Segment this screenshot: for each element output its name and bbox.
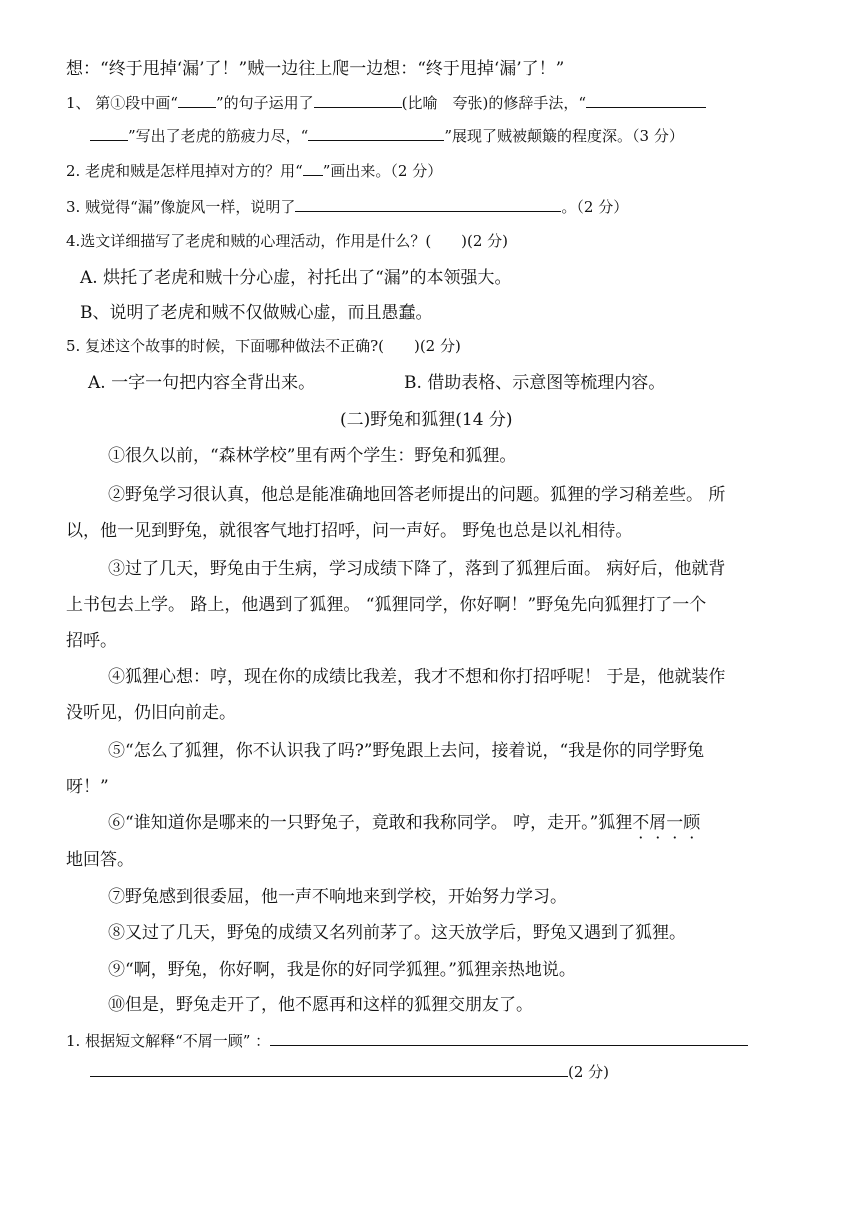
question-3	[66, 196, 628, 217]
paragraph-3-line: 上书包去上学。 路上，他遇到了狐狸。 “狐狸同学，你好啊！”野兔先向狐狸打了一个	[66, 595, 707, 615]
option-a[interactable]: A. 一字一句把内容全背出来。	[88, 373, 316, 393]
section-title: (二)野兔和狐狸(14 分)	[340, 410, 513, 430]
question-4: 4.选文详细描写了老虎和贼的心理活动，作用是什么？( )(2 分)	[66, 232, 509, 250]
answer-blank[interactable]	[314, 92, 402, 108]
answer-blank[interactable]	[90, 1061, 568, 1077]
text-line: 想：“终于甩掉‘漏’了！”贼一边往上爬一边想：“终于甩掉‘漏’了！”	[66, 59, 565, 79]
question-text: 2. 老虎和贼是怎样甩掉对方的？用“	[66, 162, 303, 180]
paragraph-6-line	[108, 808, 700, 833]
paragraph-4-line: 没听见，仍旧向前走。	[66, 703, 236, 723]
paragraph-5-line: ⑤“怎么了狐狸，你不认识我了吗?”野兔跟上去问，接着说，“我是你的同学野兔	[108, 741, 705, 761]
paragraph-2-line: 以，他一见到野兔，就很客气地打招呼，问一声好。 野兔也总是以礼相待。	[66, 521, 633, 541]
option-a[interactable]: A. 烘托了老虎和贼十分心虚，衬托出了“漏”的本领强大。	[80, 268, 512, 288]
question-1	[66, 92, 706, 113]
paragraph-text: ⑥“谁知道你是哪来的一只野兔子，竟敢和我称同学。 哼，走开。”狐狸	[108, 813, 633, 833]
option-b[interactable]: B. 借助表格、示意图等梳理内容。	[404, 373, 666, 393]
answer-blank[interactable]	[586, 92, 706, 108]
paragraph-9: ⑨“啊，野兔，你好啊，我是你的好同学狐狸。”狐狸亲热地说。	[108, 960, 576, 980]
question-text: (比喻 夸张)的修辞手法，“	[401, 94, 587, 112]
paragraph-3-line: ③过了几天，野兔由于生病，学习成绩下降了，落到了狐狸后面。 病好后，他就背	[108, 559, 726, 579]
option-b[interactable]: B、说明了老虎和贼不仅做贼心虚，而且愚蠢。	[80, 303, 433, 323]
paragraph-7: ⑦野兔感到很委屈，他一声不响地来到学校，开始努力学习。	[108, 887, 567, 907]
paragraph-1: ①很久以前，“森林学校”里有两个学生：野兔和狐狸。	[108, 446, 517, 466]
question-5: 5. 复述这个故事的时候，下面哪种做法不正确?( )(2 分)	[66, 337, 461, 355]
question-text: 。（2 分）	[561, 198, 629, 216]
paragraph-5-line: 呀！”	[66, 777, 109, 797]
paragraph-6-line: 地回答。	[66, 850, 134, 870]
answer-blank[interactable]	[303, 160, 323, 176]
emphasis-char: 一	[666, 813, 684, 833]
emphasis-char: 屑	[649, 813, 667, 833]
score-label: (2 分)	[568, 1063, 610, 1081]
paragraph-2-line: ②野兔学习很认真，他总是能准确地回答老师提出的问题。狐狸的学习稍差些。 所	[108, 485, 726, 505]
answer-blank[interactable]	[270, 1030, 748, 1046]
question-2	[66, 160, 442, 181]
question-text: 1. 根据短文解释“不屑一顾” ：	[66, 1032, 271, 1050]
emphasis-char: 顾	[683, 813, 701, 833]
paragraph-10: ⑩但是，野兔走开了，他不愿再和这样的狐狸交朋友了。	[108, 995, 533, 1015]
question-text: ”写出了老虎的筋疲力尽，“	[128, 127, 309, 145]
exercise-1	[66, 1030, 748, 1051]
question-text: ”展现了贼被颠簸的程度深。（3 分）	[444, 127, 684, 145]
question-text: ”的句子运用了	[215, 94, 314, 112]
emphasis-char: 不	[632, 813, 650, 833]
question-text: 1、 第①段中画“	[66, 94, 178, 112]
answer-blank[interactable]	[295, 196, 561, 212]
answer-blank[interactable]	[178, 92, 216, 108]
answer-blank[interactable]	[308, 125, 444, 141]
answer-blank[interactable]	[90, 125, 128, 141]
question-text: ”画出来。（2 分）	[322, 162, 443, 180]
paragraph-4-line: ④狐狸心想：哼，现在你的成绩比我差，我才不想和你打招呼呢！ 于是，他就装作	[108, 667, 726, 687]
question-text: 3. 贼觉得“漏”像旋风一样，说明了	[66, 198, 296, 216]
paragraph-8: ⑧又过了几天，野兔的成绩又名列前茅了。这天放学后，野兔又遇到了狐狸。	[108, 923, 686, 943]
paragraph-3-line: 招呼。	[66, 631, 117, 651]
question-1-cont	[90, 125, 684, 146]
exercise-1-cont	[90, 1061, 609, 1082]
